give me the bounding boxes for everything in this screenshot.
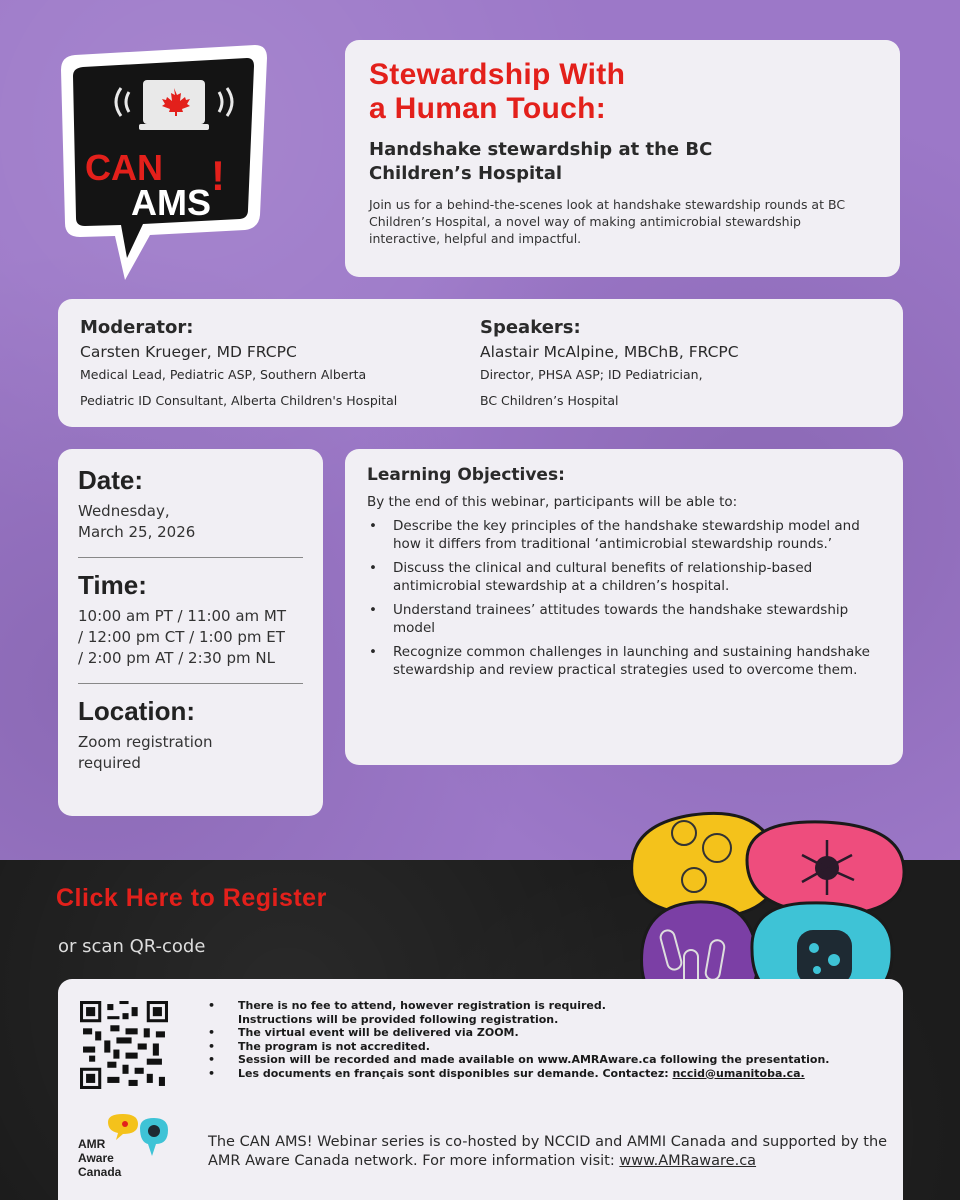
note-french: Les documents en français sont disponibles sur demande. Contactez:	[238, 1066, 673, 1080]
objectives-heading: Learning Objectives:	[367, 465, 565, 485]
speaker-role2: BC Children’s Hospital	[480, 393, 619, 408]
speakers-section	[480, 317, 880, 414]
date-value	[78, 501, 303, 543]
location-value	[78, 732, 303, 774]
divider	[78, 683, 303, 684]
note-item: • The program is not accredited.	[208, 1040, 888, 1054]
learning-objectives-card	[345, 449, 903, 765]
date-line2: March 25, 2026	[78, 523, 196, 541]
time-line1: 10:00 am PT / 11:00 am MT	[78, 607, 287, 625]
footer-description: The CAN AMS! Webinar series is co-hosted by NCCID and AMMI Canada and supported by the AMR Aware Canada network. For more information visit:	[208, 1134, 888, 1169]
time-value	[78, 606, 303, 669]
note-item: • Session will be recorded and made available on www.AMRAware.ca following the presentation.	[208, 1053, 888, 1067]
registration-notes	[208, 999, 888, 1080]
note-fee: There is no fee to attend, however registration is required.	[238, 999, 606, 1012]
logo-ams-text: AMS	[131, 182, 211, 223]
moderator-heading: Moderator:	[80, 317, 194, 338]
note-item	[208, 999, 888, 1026]
scan-qr-text: or scan QR-code	[58, 936, 206, 957]
people-card	[58, 299, 903, 427]
footer-text	[208, 1133, 888, 1171]
date-heading: Date:	[78, 465, 144, 495]
date-line1: Wednesday,	[78, 502, 170, 520]
location-line2: required	[78, 754, 141, 772]
can-ams-logo	[55, 40, 270, 285]
event-intro: Join us for a behind-the-scenes look at handshake stewardship rounds at BC Children’s Hospital, a novel way of making antimicrobial stewardship interactive, helpful and impactful.	[369, 197, 846, 246]
logo-exclaim-text: !	[211, 152, 225, 199]
note-item	[208, 1067, 888, 1081]
amr-logo-line1: AMR	[78, 1137, 106, 1151]
title-card	[345, 40, 900, 277]
location-line1: Zoom registration	[78, 733, 213, 751]
amraware-link[interactable]: www.AMRaware.ca	[619, 1153, 757, 1169]
event-subtitle	[369, 138, 876, 186]
objectives-list	[367, 517, 881, 679]
time-heading: Time:	[78, 570, 147, 600]
time-line2: / 12:00 pm CT / 1:00 pm ET	[78, 628, 285, 646]
register-link[interactable]: Click Here to Register	[56, 884, 327, 912]
amr-logo-line2: Aware	[78, 1151, 114, 1165]
event-title-line1: Stewardship With	[369, 58, 626, 91]
time-line3: / 2:00 pm AT / 2:30 pm NL	[78, 649, 275, 667]
email-link[interactable]: nccid@umanitoba.ca.	[672, 1066, 805, 1080]
event-details-card	[58, 449, 323, 816]
event-title-line2: a Human Touch:	[369, 92, 606, 125]
event-subtitle-line1: Handshake stewardship at the BC	[369, 139, 713, 160]
info-card	[58, 979, 903, 1200]
note-item: • The virtual event will be delivered via ZOOM.	[208, 1026, 888, 1040]
moderator-role1: Medical Lead, Pediatric ASP, Southern Alberta	[80, 367, 367, 382]
speaker-name: Alastair McAlpine, MBChB, FRCPC	[480, 343, 739, 361]
moderator-role2: Pediatric ID Consultant, Alberta Children's Hospital	[80, 393, 398, 408]
event-title	[369, 58, 876, 126]
note-instructions: Instructions will be provided following registration.	[238, 1012, 559, 1026]
registration-qr-code[interactable]	[80, 1001, 168, 1089]
moderator-section	[80, 317, 480, 414]
speakers-heading: Speakers:	[480, 317, 581, 338]
objective-item: • Describe the key principles of the handshake stewardship model and how it differs from traditional ‘antimicrobial stewardship rounds.’	[367, 517, 881, 553]
moderator-name: Carsten Krueger, MD FRCPC	[80, 343, 297, 361]
objective-item: • Understand trainees’ attitudes towards the handshake stewardship model	[367, 601, 881, 637]
location-heading: Location:	[78, 696, 195, 726]
objectives-lead: By the end of this webinar, participants will be able to:	[367, 494, 738, 510]
amr-aware-canada-logo	[78, 1114, 178, 1184]
amr-logo-line3: Canada	[78, 1165, 122, 1179]
speaker-role1: Director, PHSA ASP; ID Pediatrician,	[480, 367, 703, 382]
divider	[78, 557, 303, 558]
event-subtitle-line2: Children’s Hospital	[369, 163, 563, 184]
objective-item: • Recognize common challenges in launching and sustaining handshake stewardship and review practical strategies used to overcome them.	[367, 643, 881, 679]
logo-can-text: CAN	[85, 147, 163, 188]
objective-item: • Discuss the clinical and cultural benefits of relationship-based antimicrobial stewardship at a children’s hospital.	[367, 559, 881, 595]
